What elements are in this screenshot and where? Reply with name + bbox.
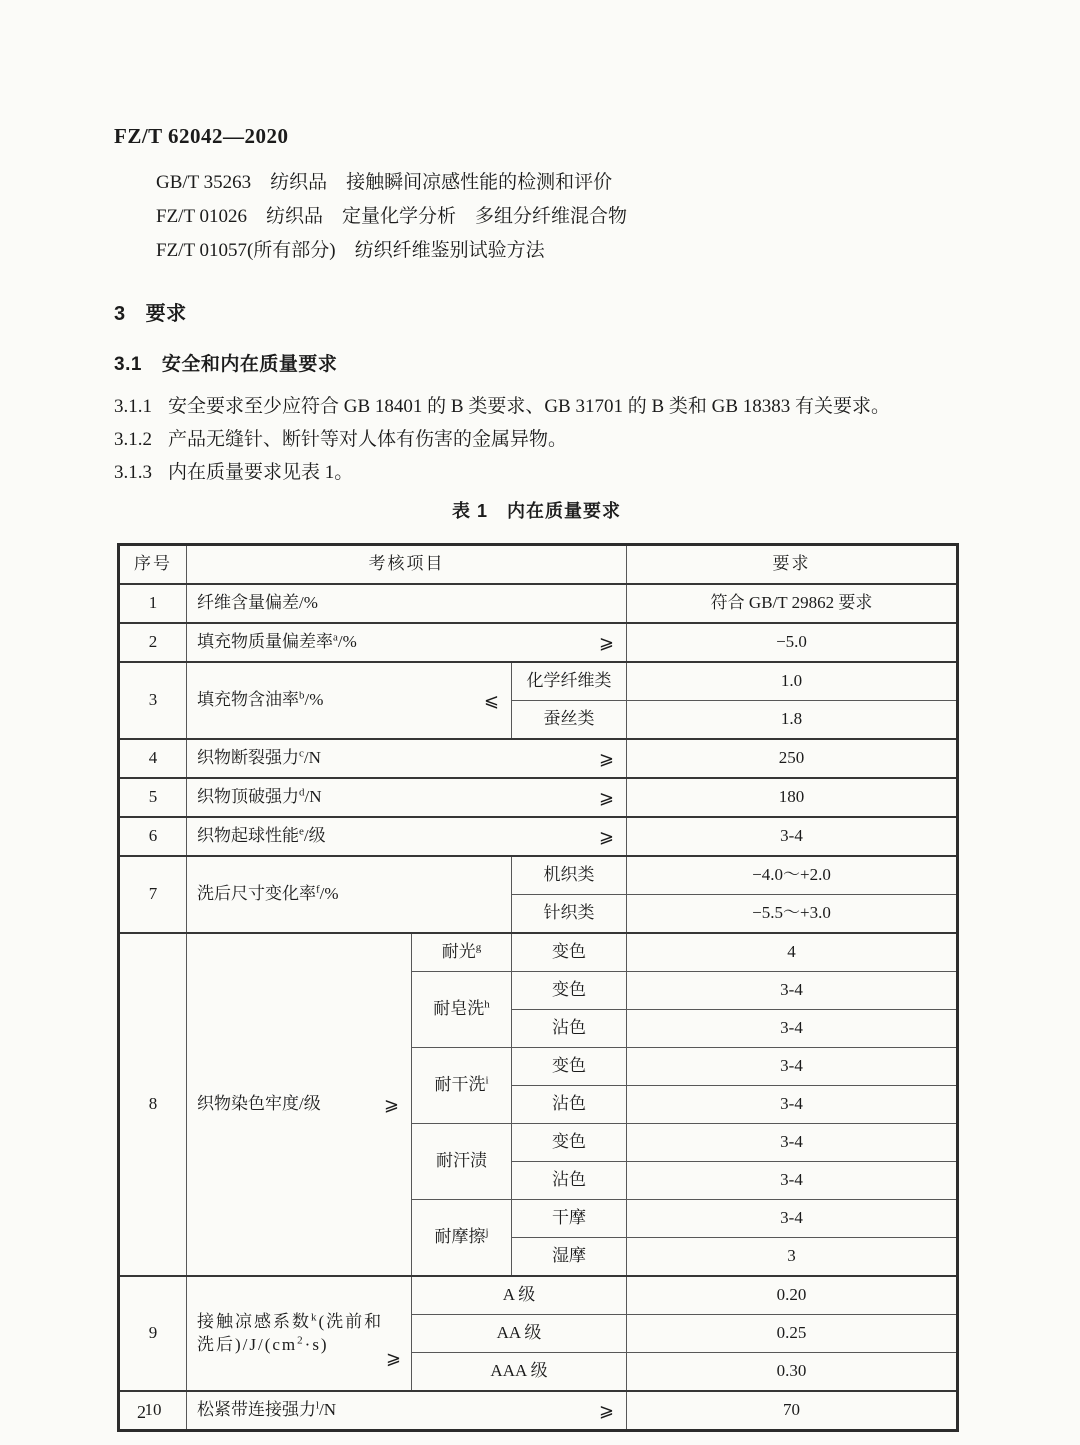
table-cell: 机织类 [512,856,627,895]
table-cell: 3-4 [627,1048,958,1086]
table-cell: −4.0～+2.0 [627,856,958,895]
table-cell: 8 [119,933,187,1276]
table-cell: 变色 [512,972,627,1010]
table-cell: 3-4 [627,1010,958,1048]
reference-line: FZ/T 01057(所有部分) 纺织纤维鉴别试验方法 [156,240,545,261]
clause-3-1-3 [114,456,914,489]
table-cell: 1.0 [627,662,958,701]
table-cell: 3-4 [627,1124,958,1162]
table-cell: AAA 级 [412,1353,627,1392]
table-cell: 变色 [512,1124,627,1162]
table-cell: 3 [627,1238,958,1277]
greater-equal-symbol: ⩾ [598,631,615,653]
greater-equal-symbol: ⩾ [598,1399,615,1421]
greater-equal-symbol: ⩾ [598,786,615,808]
reference-line: GB/T 35263 纺织品 接触瞬间凉感性能的检测和评价 [156,172,613,193]
section-title: 要求 [145,303,187,325]
table-cell: −5.0 [627,623,958,662]
table-cell: 织物断裂强力$^c$/N ⩾ [187,739,627,778]
table-cell: 6 [119,817,187,856]
table-cell: 洗后尺寸变化率$^f$/% [187,856,512,933]
section-heading-3-1 [114,349,337,376]
table-cell: 3 [119,662,187,739]
clause-3-1-1 [114,390,914,423]
table-cell: A 级 [412,1276,627,1315]
table-cell: −5.5～+3.0 [627,895,958,934]
quality-requirements-table [117,543,959,1432]
table-cell: 变色 [512,1048,627,1086]
table-cell: 1.8 [627,701,958,740]
table-cell: 70 [627,1391,958,1431]
table-header-cell: 序号 [119,545,187,585]
less-equal-symbol: ⩽ [483,689,499,711]
table-cell: 0.20 [627,1276,958,1315]
clause-3-1-2 [114,423,914,456]
table-row [119,817,958,856]
normative-references [156,166,627,268]
table-cell: 织物起球性能$^e$/级 ⩾ [187,817,627,856]
table-cell: 耐摩擦$^j$ [412,1200,512,1277]
table-header-cell: 要求 [627,545,958,585]
section-heading-3 [114,297,187,326]
section-title: 安全和内在质量要求 [161,354,338,375]
table-row [119,856,958,895]
page-number: 2 [137,1402,146,1422]
table-cell: 4 [627,933,958,972]
table-cell: 0.30 [627,1353,958,1392]
reference-line: FZ/T 01026 纺织品 定量化学分析 多组分纤维混合物 [156,206,627,227]
section-number: 3.1 [114,354,142,375]
table-cell: 2 [119,623,187,662]
table-cell: 耐皂洗$^h$ [412,972,512,1048]
table-cell: 填充物含油率$^b$/% ⩽ [187,662,512,739]
table-cell: 5 [119,778,187,817]
clause-number: 3.1.3 [114,462,152,483]
greater-equal-symbol: ⩾ [385,1347,403,1369]
standard-number: FZ/T 62042—2020 [114,124,289,148]
table-cell: 填充物质量偏差率$^a$/% ⩾ [187,623,627,662]
table-cell: 织物染色牢度/级 ⩾ [187,933,412,1276]
table-cell: 湿摩 [512,1238,627,1277]
table-cell: 织物顶破强力$^d$/N ⩾ [187,778,627,817]
clause-text: 安全要求至少应符合 GB 18401 的 B 类要求、GB 31701 的 B 类和 GB 18383 有关要求。 [168,396,891,417]
table-cell: 3-4 [627,1200,958,1238]
table-cell: 蚕丝类 [512,701,627,740]
table-row [119,1391,958,1431]
table-cell: 变色 [512,933,627,972]
table-header-row [119,545,958,585]
table-cell: 沾色 [512,1086,627,1124]
table-cell: 7 [119,856,187,933]
greater-equal-symbol: ⩾ [383,1093,399,1115]
table-cell: 耐汗渍 [412,1124,512,1200]
clause-number: 3.1.1 [114,396,152,417]
table-cell: 0.25 [627,1315,958,1353]
table-row [119,933,958,972]
table-cell: AA 级 [412,1315,627,1353]
table-cell: 纤维含量偏差/% [187,584,627,623]
table-cell: 干摩 [512,1200,627,1238]
table-cell: 4 [119,739,187,778]
table-row [119,623,958,662]
table-cell: 3-4 [627,817,958,856]
table-cell: 9 [119,1276,187,1391]
table-cell: 化学纤维类 [512,662,627,701]
clause-number: 3.1.2 [114,429,152,450]
table-cell: 1 [119,584,187,623]
table-row [119,1276,958,1315]
table-cell: 3-4 [627,1086,958,1124]
section-number: 3 [114,303,126,325]
table-cell: 沾色 [512,1010,627,1048]
table-cell: 松紧带连接强力$^l$/N ⩾ [187,1391,627,1431]
table-cell: 耐干洗$^i$ [412,1048,512,1124]
table-row [119,662,958,701]
table-cell: 10 [119,1391,187,1431]
table-cell: 符合 GB/T 29862 要求 [627,584,958,623]
table-cell: 接触凉感系数$^k$(洗前和洗后)$/J/(cm^2\cdot s)$ ⩾ [187,1276,412,1391]
clause-text: 内在质量要求见表 1。 [168,462,354,483]
table-caption: 表 1 内在质量要求 [451,501,621,521]
clause-text: 产品无缝针、断针等对人体有伤害的金属异物。 [168,429,568,450]
clause-list [114,390,914,489]
table-cell: 3-4 [627,972,958,1010]
greater-equal-symbol: ⩾ [598,825,615,847]
table-cell: 耐光$^g$ [412,933,512,972]
table-row [119,739,958,778]
greater-equal-symbol: ⩾ [598,747,615,769]
table-cell: 3-4 [627,1162,958,1200]
table-cell: 沾色 [512,1162,627,1200]
table-header-cell: 考核项目 [187,545,627,585]
table-row [119,778,958,817]
table-cell: 180 [627,778,958,817]
table-cell: 针织类 [512,895,627,934]
table-cell: 250 [627,739,958,778]
table-row [119,584,958,623]
